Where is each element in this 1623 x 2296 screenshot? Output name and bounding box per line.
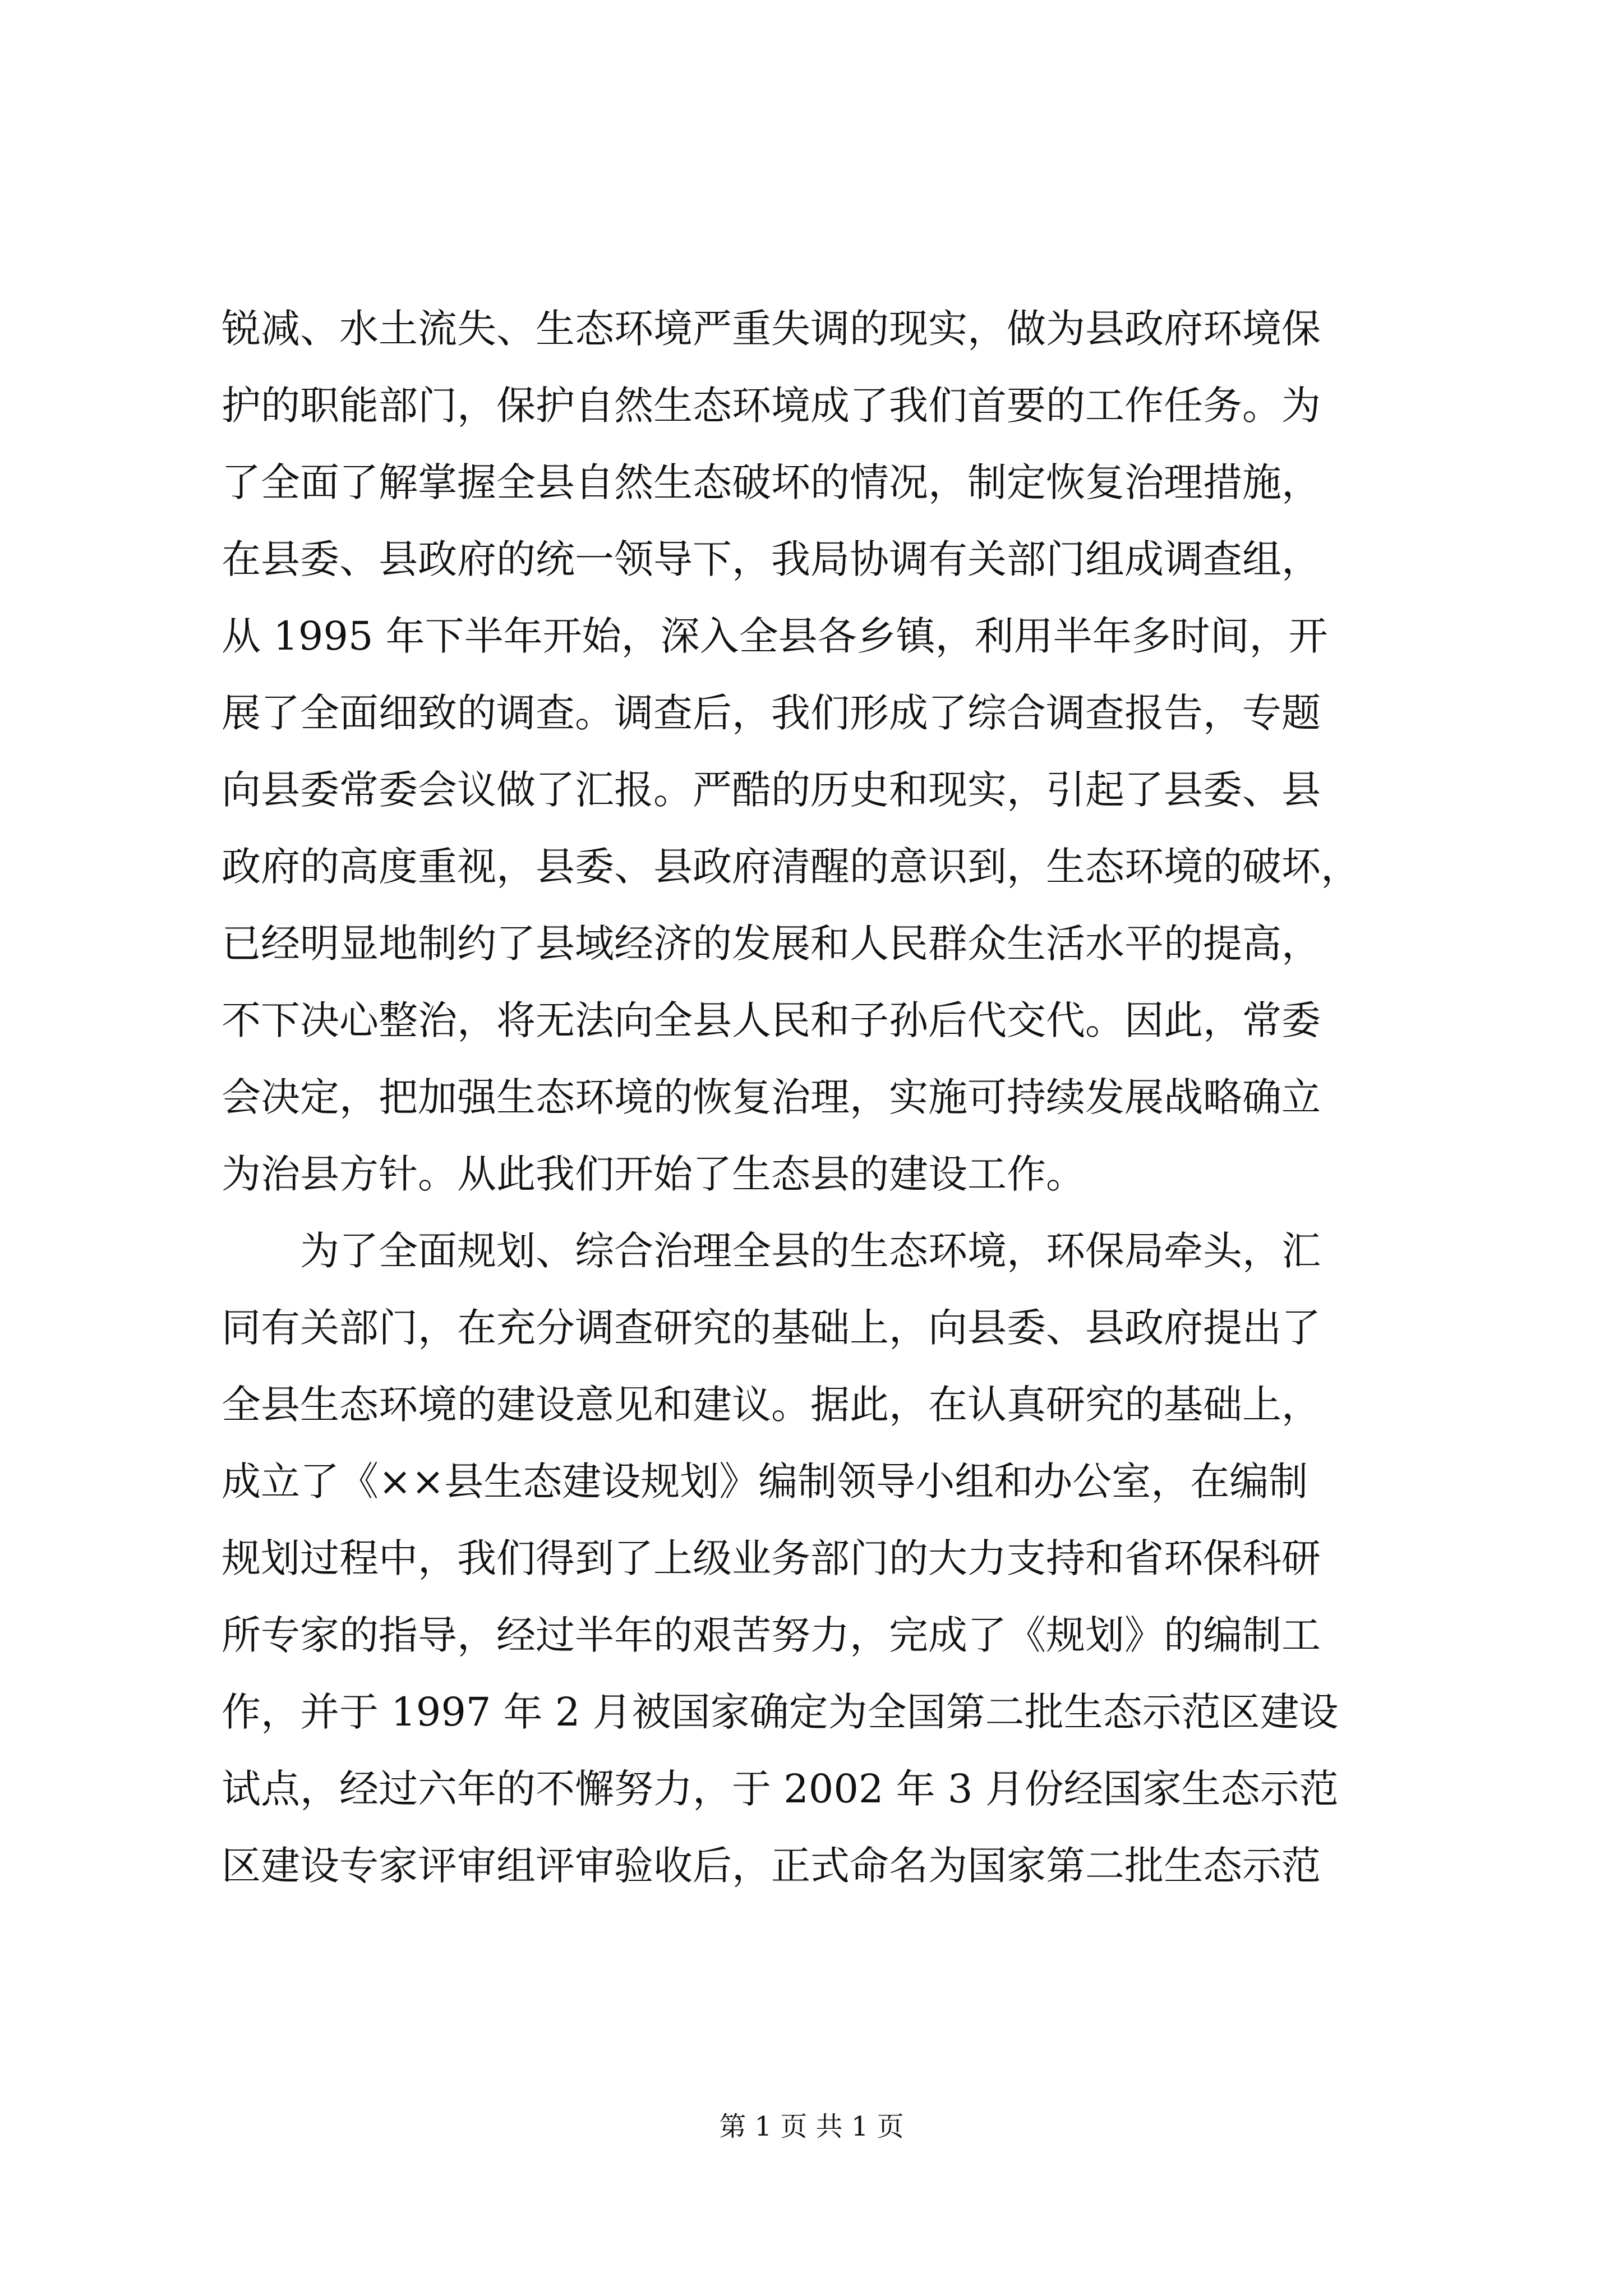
text-line: 试点，经过六年的不懈努力，于 2002 年 3 月份经国家生态示范 — [222, 1766, 1339, 1812]
text-line: 同有关部门，在充分调查研究的基础上，向县委、县政府提出了 — [222, 1305, 1321, 1351]
text-line: 成立了《××县生态建设规划》编制领导小组和办公室，在编制 — [222, 1458, 1308, 1504]
text-line: 区建设专家评审组评审验收后，正式命名为国家第二批生态示范 — [222, 1843, 1321, 1889]
page-number-footer: 第 1 页 共 1 页 — [719, 2111, 904, 2142]
paragraph-first-line: 为了全面规划、综合治理全县的生态环境，环保局牵头，汇 — [300, 1228, 1321, 1274]
text-line: 已经明显地制约了县域经济的发展和人民群众生活水平的提高， — [222, 921, 1321, 967]
text-line: 所专家的指导，经过半年的艰苦努力，完成了《规划》的编制工 — [222, 1612, 1321, 1658]
text-line: 向县委常委会议做了汇报。严酷的历史和现实，引起了县委、县 — [222, 767, 1321, 813]
text-line: 不下决心整治，将无法向全县人民和子孙后代交代。因此，常委 — [222, 997, 1321, 1043]
text-line: 全县生态环境的建设意见和建议。据此，在认真研究的基础上， — [222, 1382, 1321, 1428]
body-text — [222, 291, 1444, 1904]
text-line: 在县委、县政府的统一领导下，我局协调有关部门组成调查组， — [222, 536, 1321, 582]
text-line: 展了全面细致的调查。调查后，我们形成了综合调查报告，专题 — [222, 690, 1321, 736]
text-line: 会决定，把加强生态环境的恢复治理，实施可持续发展战略确立 — [222, 1074, 1321, 1120]
text-line: 政府的高度重视，县委、县政府清醒的意识到，生态环境的破坏， — [222, 844, 1360, 890]
text-line: 护的职能部门，保护自然生态环境成了我们首要的工作任务。为 — [222, 383, 1321, 429]
text-line: 为治县方针。从此我们开始了生态县的建设工作。 — [222, 1151, 1085, 1197]
text-line: 了全面了解掌握全县自然生态破坏的情况，制定恢复治理措施， — [222, 459, 1321, 505]
text-line: 从 1995 年下半年开始，深入全县各乡镇，利用半年多时间，开 — [222, 613, 1328, 659]
text-line: 规划过程中，我们得到了上级业务部门的大力支持和省环保科研 — [222, 1535, 1321, 1581]
text-line: 作，并于 1997 年 2 月被国家确定为全国第二批生态示范区建设 — [222, 1689, 1339, 1735]
text-line: 锐减、水土流失、生态环境严重失调的现实，做为县政府环境保 — [222, 306, 1321, 352]
